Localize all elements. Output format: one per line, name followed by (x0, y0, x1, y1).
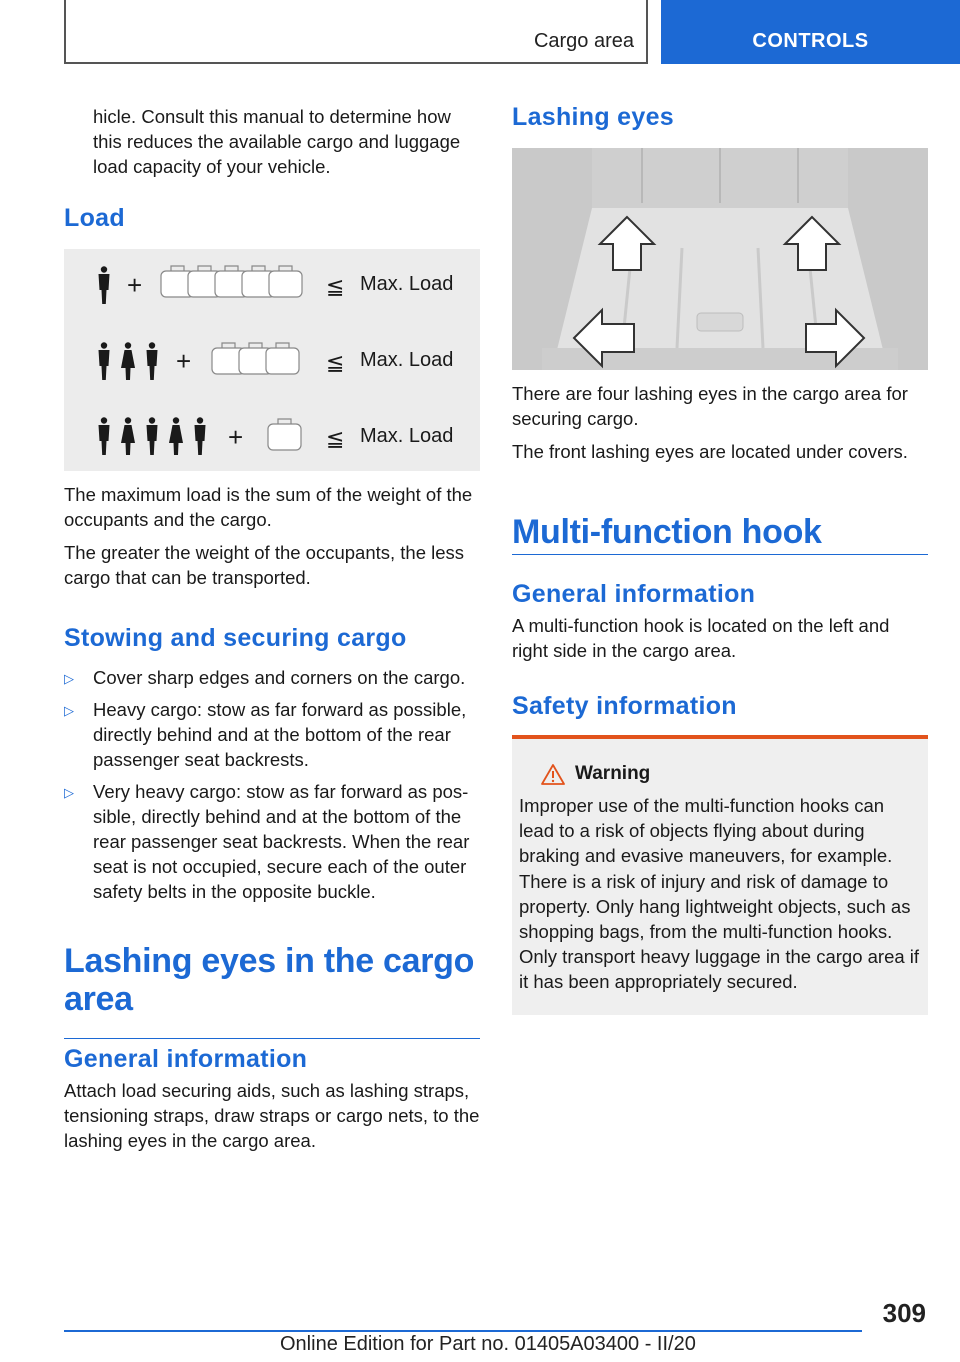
plus-sign: + (127, 270, 143, 300)
warning-title: Warning (575, 763, 651, 784)
section-rule (64, 1038, 480, 1039)
right-general-info-block (512, 580, 928, 663)
lashing-section-title-block (64, 942, 480, 1039)
occupant-icon (121, 417, 135, 455)
warning-text: Improper use of the multi-function hooks can lead to a risk of objects flying about during braking and evasive maneuvers, for example. There is a risk of injury and risk of damage to property. Only hang lightweight objects, such as shopping bags, from the multi-function hooks. Only transport heavy luggage in the cargo area if it has been appropriately secured. (519, 795, 920, 993)
list-item (64, 697, 480, 772)
general-info-heading: General information (512, 580, 756, 608)
load-paragraph-1: The maximum load is the sum of the weight of the occupants and the cargo. (64, 484, 473, 530)
general-info-heading: General information (64, 1045, 308, 1073)
safety-heading-block (512, 692, 928, 721)
load-row-3 (99, 417, 454, 455)
occupant-icon (147, 342, 158, 380)
page-number: 309 (882, 1298, 926, 1328)
bullet-triangle-icon: ▷ (64, 785, 74, 800)
luggage-icon (266, 343, 299, 374)
luggage-icon (269, 266, 302, 297)
stowing-heading: Stowing and securing cargo (64, 624, 407, 652)
bullet-triangle-icon: ▷ (64, 671, 74, 686)
occupant-icon (169, 417, 183, 455)
lashing-eyes-paragraph-2: The front lashing eyes are located under covers. (512, 441, 908, 462)
occupant-icon (99, 417, 110, 455)
stowing-bullet-list (64, 665, 480, 904)
max-load-label: Max. Load (360, 273, 454, 295)
header-section-title: Cargo area (533, 30, 634, 52)
load-text-block (64, 482, 480, 590)
lashing-eyes-paragraph-1: There are four lashing eyes in the cargo area for securing cargo. (512, 383, 908, 429)
lashing-eyes-figure (512, 148, 928, 370)
max-load-label: Max. Load (360, 349, 454, 371)
warning-header (541, 763, 921, 785)
footer-edition: Online Edition for Part no. 01405A03400 - II/20 (280, 1333, 696, 1355)
hook-section-title-block (512, 513, 928, 555)
general-info-paragraph: Attach load securing aids, such as lashing straps, tensioning straps, draw straps or cargo nets, to the lashing eyes in the cargo area. (64, 1080, 480, 1151)
load-paragraph-2: The greater the weight of the occupants, the less cargo that can be transported. (64, 542, 465, 588)
continuation-paragraph: hicle. Consult this manual to determine how this reduces the available cargo and luggage load capacity of your vehicle. (93, 106, 461, 177)
less-or-equal-symbol: ≦ (326, 275, 345, 300)
occupant-icon (121, 342, 135, 380)
less-or-equal-symbol: ≦ (326, 427, 345, 452)
load-heading-block (64, 204, 480, 233)
header-section-box (64, 0, 648, 64)
load-figure-graphic (64, 249, 480, 471)
list-item (64, 665, 480, 690)
plus-sign: + (228, 422, 244, 452)
header-chapter-tab[interactable] (661, 0, 960, 64)
cargo-area-illustration (512, 148, 928, 370)
list-item (64, 779, 480, 904)
lashing-eyes-text-block (512, 381, 928, 464)
less-or-equal-symbol: ≦ (326, 351, 345, 376)
general-info-paragraph: A multi-function hook is located on the left and right side in the cargo area. (512, 615, 890, 661)
section-rule (512, 554, 928, 555)
lashing-section-title: Lashing eyes in the cargo area (64, 942, 475, 1018)
bullet-text: Heavy cargo: stow as far forward as possible, directly behind and at the bottom of the rear passenger seat backrests. (93, 699, 467, 770)
hook-section-title: Multi-function hook (512, 513, 822, 551)
bullet-text: Cover sharp edges and corners on the cargo. (93, 667, 466, 688)
stowing-block (64, 624, 480, 911)
occupant-icon (195, 417, 206, 455)
occupant-icon (99, 266, 110, 304)
bullet-triangle-icon: ▷ (64, 703, 74, 718)
left-general-info-block (64, 1045, 480, 1153)
plus-sign: + (176, 346, 192, 376)
warning-box (512, 735, 928, 1015)
load-row-1 (99, 266, 454, 304)
max-load-label: Max. Load (360, 425, 454, 447)
continuation-paragraph-block (64, 104, 480, 179)
warning-triangle-icon (541, 764, 565, 785)
luggage-icon (268, 419, 301, 450)
occupant-icon (99, 342, 110, 380)
footer-rule (64, 1330, 862, 1332)
lashing-eyes-heading: Lashing eyes (512, 103, 674, 131)
safety-info-heading: Safety information (512, 692, 737, 720)
header-chapter-label: CONTROLS (752, 30, 869, 52)
bullet-text: Very heavy cargo: stow as far forward as pos‐ sible, directly behind and at the bottom of the rear passenger seat backrests. When the rear seat is not occupied, secure each of the outer safety belts in the opposite buckle. (93, 781, 470, 902)
load-figure (64, 249, 480, 471)
load-row-2 (99, 342, 454, 380)
occupant-icon (147, 417, 158, 455)
load-heading: Load (64, 204, 125, 232)
lashing-eyes-heading-block (512, 103, 928, 132)
